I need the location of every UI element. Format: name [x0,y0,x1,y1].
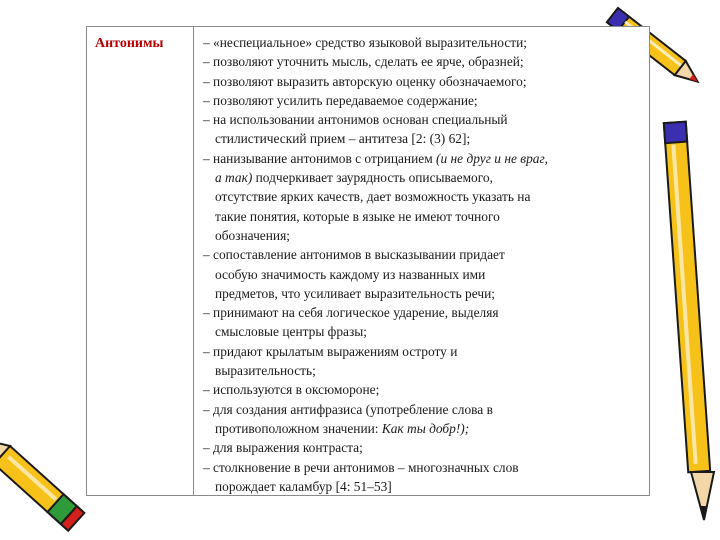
column-divider [193,27,194,495]
list-item: – «неспециальное» средство языковой выразительности; [203,35,527,50]
list-item: – на использовании антонимов основан специальный стилистический прием – антитеза [2: (3) 62]; [203,112,508,147]
list-item: – для создания антифразиса (употребление слова в противоположном значении: Как ты добр!); [203,401,493,436]
list-item: – сопоставление антонимов в высказывании придает особую значимость каждому из названных ими предметов, что усиливает выразительность речи; [203,247,505,301]
antonyms-table [86,26,650,496]
list-item: – столкновение в речи антонимов – многозначных слов порождает каламбур [4: 51–53] [203,459,519,494]
example-italic: Как ты добр!); [381,420,470,436]
example-italic: а так) [215,170,253,186]
pencil-icon-right [646,118,720,538]
list-item: – позволяют усилить передаваемое содержание; [203,92,478,108]
list-item: – принимают на себя логическое ударение, выделяя смысловые центры фразы; [203,305,499,340]
list-item: – нанизывание антонимов с отрицанием (и не друг и не враг, а так) подчеркивает заурядность описываемого, отсутствие ярких качеств, дает возможность указать на такие понятия, которые в языке не имеют точного обозначения; [203,150,549,243]
antonyms-properties-list [203,33,643,496]
list-item: – позволяют уточнить мысль, сделать ее ярче, образней; [203,54,524,70]
list-item: – для выражения контраста; [203,440,363,456]
list-item: – позволяют выразить авторскую оценку обозначаемого; [203,73,527,89]
list-item: – используются в оксюмороне; [203,382,380,398]
list-item: – придают крылатым выражениям остроту и выразительность; [203,343,458,379]
example-italic: (и не друг и не враг, [436,150,549,166]
term-heading: Антонимы [95,36,164,51]
